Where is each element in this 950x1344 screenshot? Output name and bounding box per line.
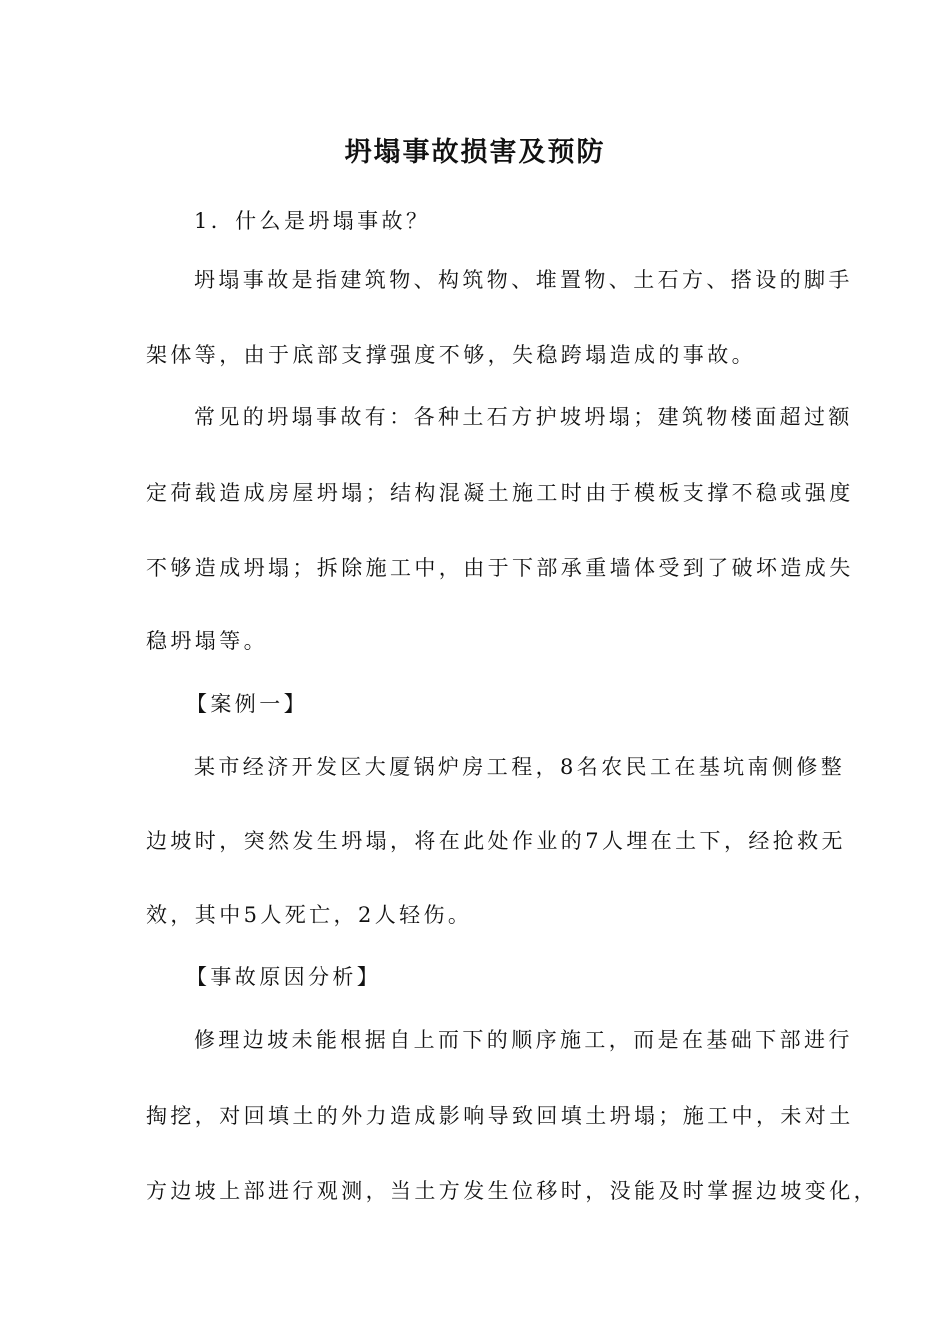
paragraph-line: 不够造成坍塌；拆除施工中，由于下部承重墙体受到了破坏造成失 [146, 556, 854, 580]
paragraph-line: 稳坍塌等。 [146, 629, 268, 653]
paragraph-line: 常见的坍塌事故有：各种土石方护坡坍塌；建筑物楼面超过额 [194, 405, 853, 429]
document-title: 坍塌事故损害及预防 [344, 137, 606, 168]
paragraph-line: 方边坡上部进行观测，当土方发生位移时，没能及时掌握边坡变化， [146, 1179, 878, 1203]
paragraph-line: 边坡时，突然发生坍塌，将在此处作业的7人埋在土下，经抢救无 [146, 829, 846, 853]
paragraph-line: 坍塌事故是指建筑物、构筑物、堆置物、土石方、搭设的脚手 [194, 268, 853, 292]
paragraph-line: 架体等，由于底部支撑强度不够，失稳跨塌造成的事故。 [146, 343, 756, 367]
paragraph-line: 掏挖，对回填土的外力造成影响导致回填土坍塌；施工中，未对土 [146, 1104, 854, 1128]
case-heading: 【案例一】 [186, 692, 308, 716]
paragraph-line: 修理边坡未能根据自上而下的顺序施工，而是在基础下部进行 [194, 1028, 853, 1052]
section-heading: 1．什么是坍塌事故？ [194, 209, 431, 233]
paragraph-line: 定荷载造成房屋坍塌；结构混凝土施工时由于模板支撑不稳或强度 [146, 481, 854, 505]
paragraph-line: 效，其中5人死亡，2人轻伤。 [146, 903, 473, 927]
analysis-heading: 【事故原因分析】 [186, 965, 382, 989]
paragraph-line: 某市经济开发区大厦锅炉房工程，8名农民工在基坑南侧修整 [194, 755, 846, 779]
